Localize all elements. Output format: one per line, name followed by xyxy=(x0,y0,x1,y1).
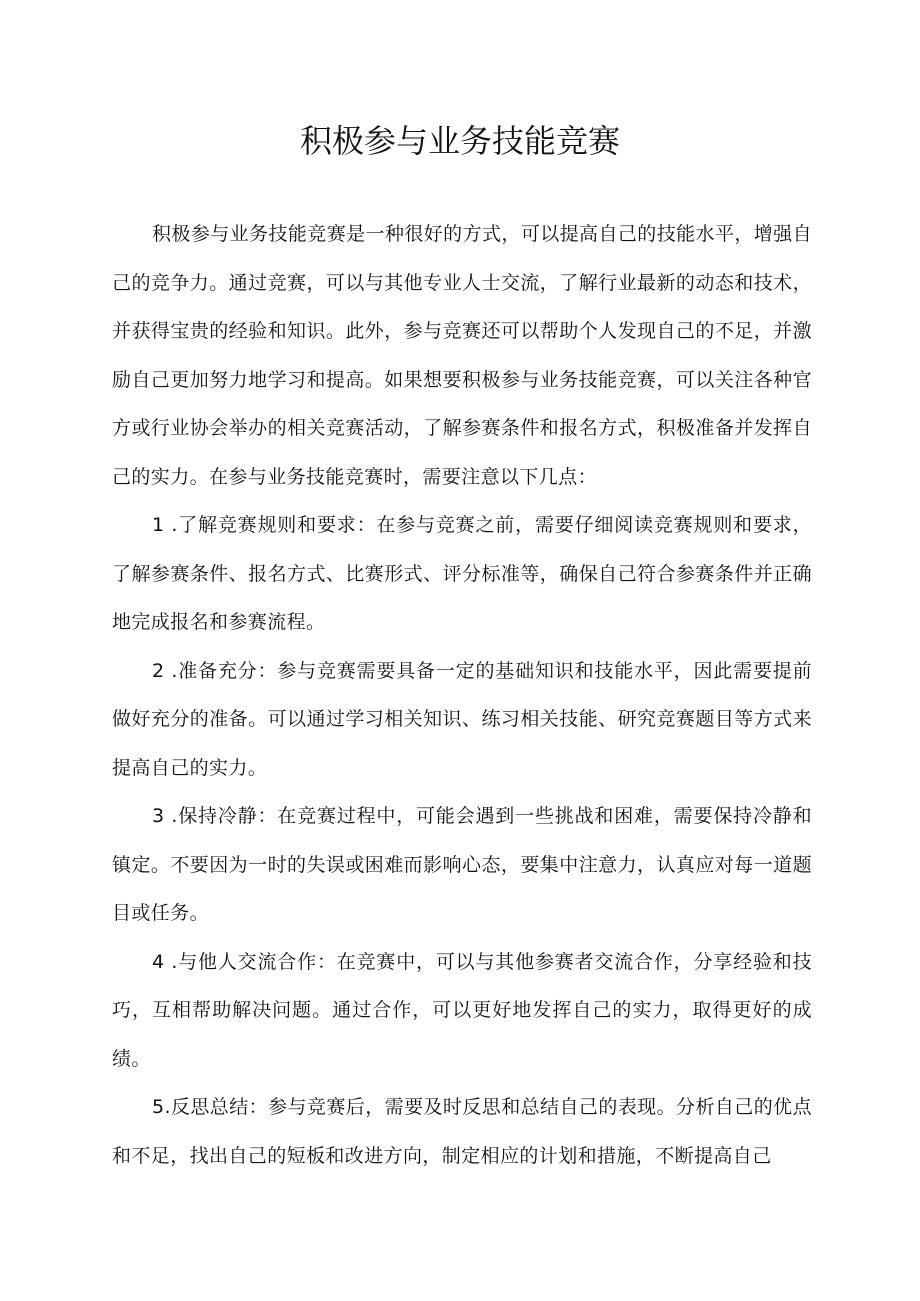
document-body xyxy=(112,210,812,1180)
intro-paragraph: 积极参与业务技能竞赛是一种很好的方式，可以提高自己的技能水平，增强自己的竞争力。通过竞赛，可以与其他专业人士交流，了解行业最新的动态和技术，并获得宝贵的经验和知识。此外，参与竞赛还可以帮助个人发现自己的不足，并激励自己更加努力地学习和提高。如果想要积极参与业务技能竞赛，可以关注各种官方或行业协会举办的相关竞赛活动，了解参赛条件和报名方式，积极准备并发挥自己的实力。在参与业务技能竞赛时，需要注意以下几点： xyxy=(112,223,812,488)
point-2-paragraph: 2 .准备充分：参与竞赛需要具备一定的基础知识和技能水平，因此需要提前做好充分的准备。可以通过学习相关知识、练习相关技能、研究竞赛题目等方式来提高自己的实力。 xyxy=(112,659,812,779)
document-title: 积极参与业务技能竞赛 xyxy=(299,122,620,160)
point-1-paragraph: 1 .了解竞赛规则和要求：在参与竞赛之前，需要仔细阅读竞赛规则和要求，了解参赛条件、报名方式、比赛形式、评分标准等，确保自己符合参赛条件并正确地完成报名和参赛流程。 xyxy=(112,514,812,633)
point-4-paragraph: 4 .与他人交流合作：在竞赛中，可以与其他参赛者交流合作，分享经验和技巧，互相帮助解决问题。通过合作，可以更好地发挥自己的实力，取得更好的成绩。 xyxy=(112,950,812,1070)
point-3-paragraph: 3 .保持冷静：在竞赛过程中，可能会遇到一些挑战和困难，需要保持冷静和镇定。不要因为一时的失误或困难而影响心态，要集中注意力，认真应对每一道题目或任务。 xyxy=(112,805,812,924)
point-5-paragraph: 5.反思总结：参与竞赛后，需要及时反思和总结自己的表现。分析自己的优点和不足，找出自己的短板和改进方向，制定相应的计划和措施，不断提高自己 xyxy=(112,1096,812,1167)
